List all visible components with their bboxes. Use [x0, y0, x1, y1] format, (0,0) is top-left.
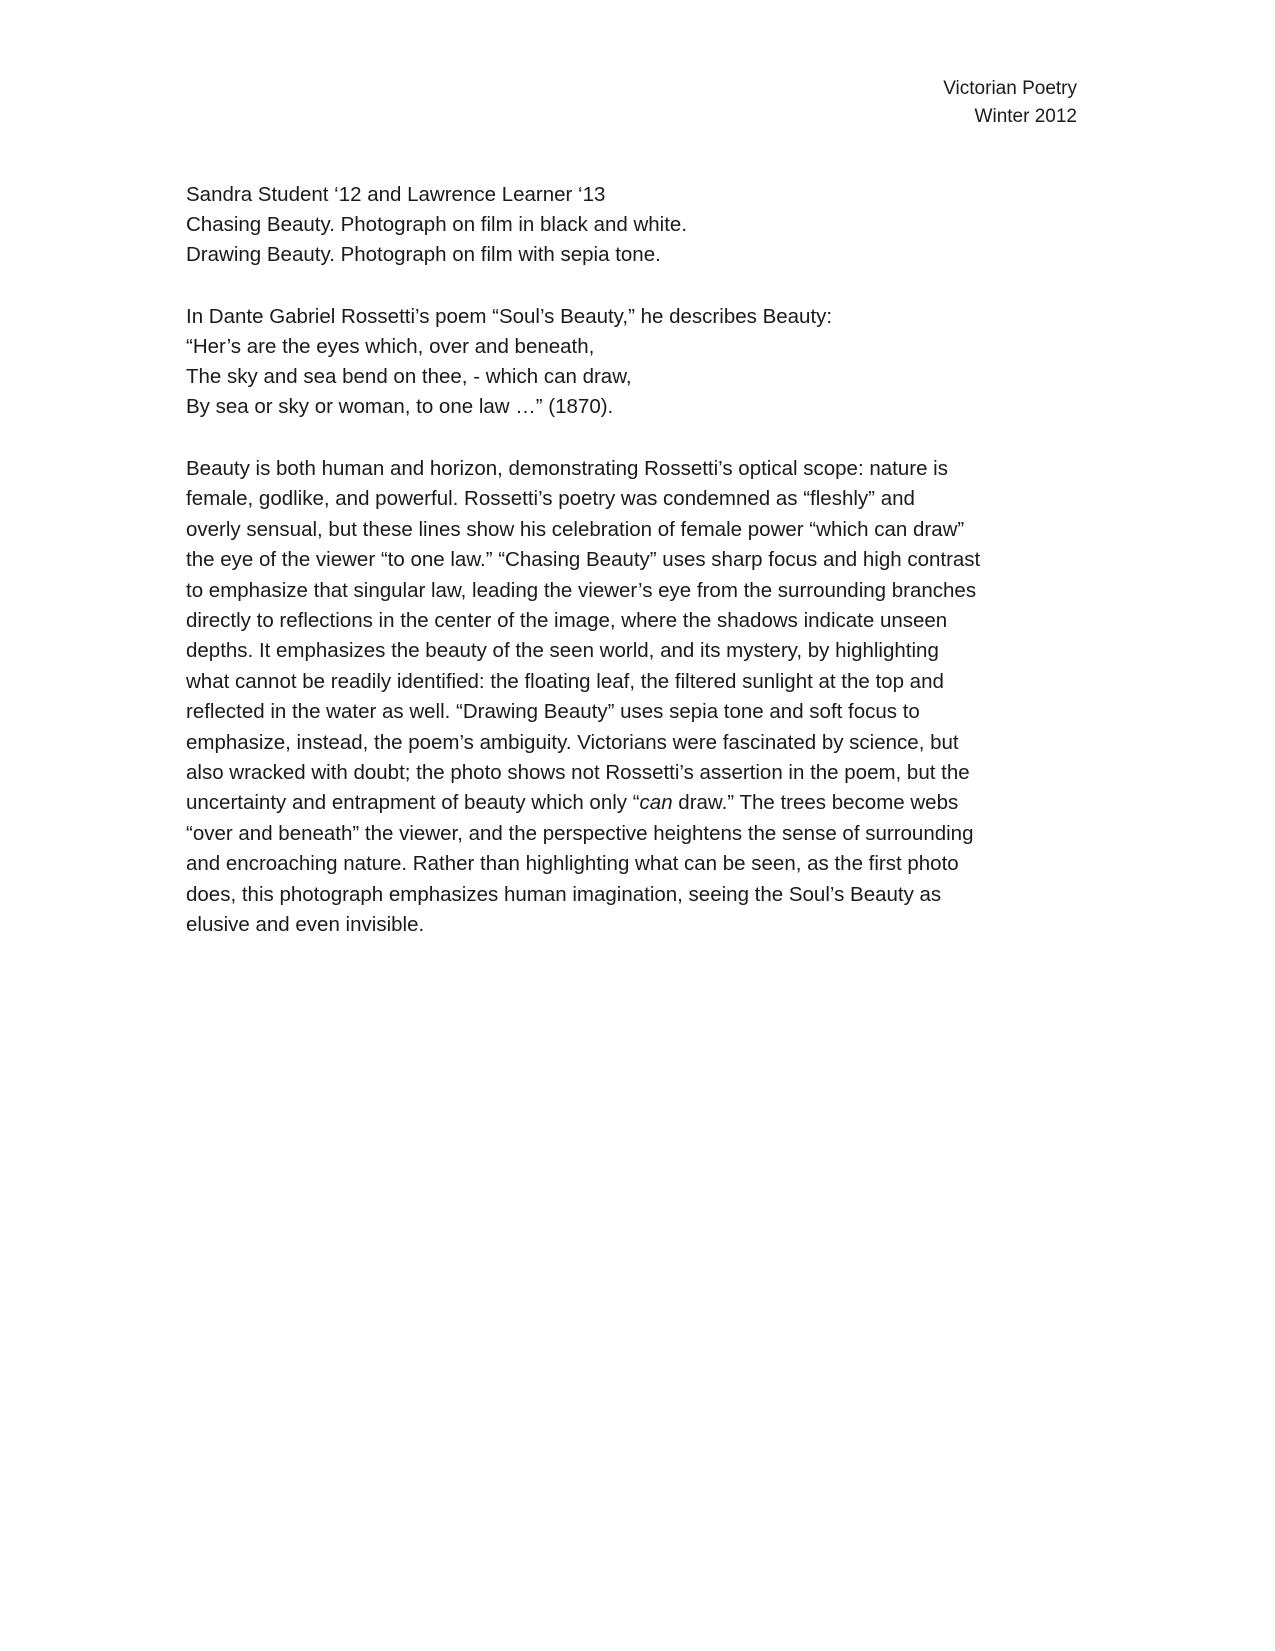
- course-title: Victorian Poetry: [943, 78, 1077, 99]
- work-1-line: Chasing Beauty. Photograph on film in black and white.: [186, 213, 688, 236]
- paragraph-line: to emphasize that singular law, leading the viewer’s eye from the surrounding branches: [186, 578, 977, 602]
- paragraph-line: elusive and even invisible.: [186, 913, 425, 937]
- paragraph-line: [186, 788, 980, 818]
- paragraph-line: “over and beneath” the viewer, and the perspective heightens the sense of surrounding: [186, 821, 974, 845]
- quote-line: “Her’s are the eyes which, over and beneath,: [186, 335, 595, 358]
- course-header: [943, 75, 1077, 131]
- paragraph-line: Beauty is both human and horizon, demonstrating Rossetti’s optical scope: nature is: [186, 457, 948, 480]
- paragraph-line: also wracked with doubt; the photo shows not Rossetti’s assertion in the poem, but the: [186, 761, 970, 785]
- paragraph-line: depths. It emphasizes the beauty of the seen world, and its mystery, by highlighting: [186, 639, 939, 663]
- line-text: uncertainty and entrapment of beauty which only “: [186, 791, 640, 815]
- paragraph-line: emphasize, instead, the poem’s ambiguity. Victorians were fascinated by science, but: [186, 730, 959, 754]
- work-2-line: Drawing Beauty. Photograph on film with sepia tone.: [186, 243, 661, 266]
- paragraph-line: does, this photograph emphasizes human imagination, seeing the Soul’s Beauty as: [186, 882, 942, 906]
- line-text: draw.” The trees become webs: [672, 791, 959, 815]
- paragraph-line: female, godlike, and powerful. Rossetti’s poetry was condemned as “fleshly” and: [186, 487, 915, 511]
- paragraph-line: directly to reflections in the center of the image, where the shadows indicate unseen: [186, 609, 948, 633]
- attribution-block: [186, 180, 687, 270]
- paragraph-line: reflected in the water as well. “Drawing Beauty” uses sepia tone and soft focus to: [186, 700, 920, 724]
- italic-word: can: [639, 791, 673, 815]
- course-term: Winter 2012: [974, 106, 1077, 127]
- intro-quote-block: [186, 302, 832, 422]
- paragraph-line: and encroaching nature. Rather than highlighting what can be seen, as the first photo: [186, 852, 959, 876]
- paragraph-line: overly sensual, but these lines show his celebration of female power “which can draw”: [186, 517, 965, 541]
- paragraph-line: what cannot be readily identified: the floating leaf, the filtered sunlight at the top and: [186, 669, 944, 693]
- quote-line: The sky and sea bend on thee, - which can draw,: [186, 365, 632, 388]
- quote-line: By sea or sky or woman, to one law …” (1870).: [186, 395, 614, 418]
- intro-line: In Dante Gabriel Rossetti’s poem “Soul’s Beauty,” he describes Beauty:: [186, 305, 833, 328]
- paragraph-line: the eye of the viewer “to one law.” “Chasing Beauty” uses sharp focus and high contrast: [186, 548, 981, 572]
- authors-line: Sandra Student ‘12 and Lawrence Learner ‘13: [186, 183, 606, 206]
- analysis-paragraph: [186, 454, 980, 941]
